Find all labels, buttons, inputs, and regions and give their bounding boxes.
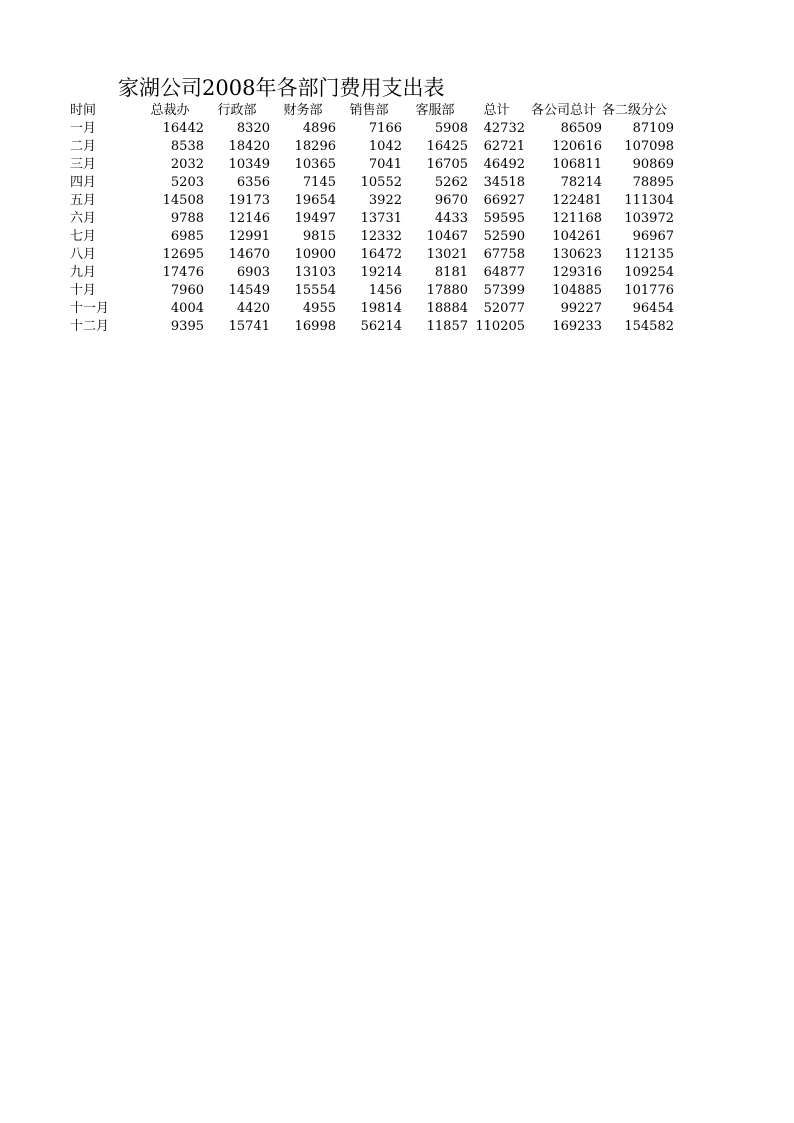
value-cell: 15741 <box>228 319 270 334</box>
value-cell: 104261 <box>552 229 602 244</box>
month-cell: 四月 <box>70 175 97 190</box>
value-cell: 10349 <box>228 157 270 172</box>
month-cell: 九月 <box>70 265 97 280</box>
value-cell: 66927 <box>483 193 525 208</box>
value-cell: 121168 <box>552 211 602 226</box>
value-cell: 1042 <box>368 139 402 154</box>
value-cell: 154582 <box>624 319 674 334</box>
table-row <box>70 300 674 318</box>
value-cell: 16442 <box>162 121 204 136</box>
value-cell: 62721 <box>483 139 525 154</box>
expense-table-area <box>70 102 674 336</box>
month-cell: 六月 <box>70 211 97 226</box>
value-cell: 19497 <box>294 211 336 226</box>
value-cell: 2032 <box>170 157 204 172</box>
table-row <box>70 246 674 264</box>
column-header: 销售部 <box>349 103 389 118</box>
value-cell: 130623 <box>552 247 602 262</box>
month-cell: 二月 <box>70 139 97 154</box>
value-cell: 8181 <box>434 265 468 280</box>
value-cell: 17880 <box>426 283 468 298</box>
month-cell: 五月 <box>70 193 97 208</box>
month-cell: 十月 <box>70 283 97 298</box>
value-cell: 103972 <box>624 211 674 226</box>
value-cell: 9395 <box>170 319 204 334</box>
value-cell: 96967 <box>632 229 674 244</box>
table-row <box>70 318 674 336</box>
table-row <box>70 120 674 138</box>
value-cell: 78895 <box>632 175 674 190</box>
value-cell: 5908 <box>434 121 468 136</box>
value-cell: 10365 <box>294 157 336 172</box>
column-header: 时间 <box>70 103 97 118</box>
value-cell: 15554 <box>294 283 336 298</box>
value-cell: 18884 <box>426 301 468 316</box>
value-cell: 4420 <box>236 301 270 316</box>
value-cell: 34518 <box>483 175 525 190</box>
value-cell: 78214 <box>560 175 602 190</box>
value-cell: 6356 <box>236 175 270 190</box>
value-cell: 11857 <box>426 319 468 334</box>
table-row <box>70 192 674 210</box>
value-cell: 14670 <box>228 247 270 262</box>
value-cell: 18420 <box>228 139 270 154</box>
value-cell: 10900 <box>294 247 336 262</box>
column-header: 各公司总计 <box>530 103 596 118</box>
table-row <box>70 210 674 228</box>
value-cell: 1456 <box>368 283 402 298</box>
value-cell: 57399 <box>483 283 525 298</box>
value-cell: 13731 <box>360 211 402 226</box>
value-cell: 7166 <box>368 121 402 136</box>
column-header: 财务部 <box>283 103 323 118</box>
value-cell: 56214 <box>360 319 402 334</box>
value-cell: 52590 <box>483 229 525 244</box>
value-cell: 17476 <box>162 265 204 280</box>
column-header: 客服部 <box>415 103 455 118</box>
value-cell: 9670 <box>434 193 468 208</box>
value-cell: 3922 <box>368 193 402 208</box>
value-cell: 19214 <box>360 265 402 280</box>
table-row <box>70 228 674 246</box>
value-cell: 16472 <box>360 247 402 262</box>
value-cell: 42732 <box>483 121 525 136</box>
value-cell: 6985 <box>170 229 204 244</box>
value-cell: 6903 <box>236 265 270 280</box>
value-cell: 120616 <box>552 139 602 154</box>
value-cell: 96454 <box>632 301 674 316</box>
value-cell: 59595 <box>483 211 525 226</box>
value-cell: 107098 <box>624 139 674 154</box>
value-cell: 7960 <box>170 283 204 298</box>
value-cell: 4896 <box>302 121 336 136</box>
value-cell: 16998 <box>294 319 336 334</box>
value-cell: 4955 <box>302 301 336 316</box>
value-cell: 14549 <box>228 283 270 298</box>
value-cell: 9815 <box>302 229 336 244</box>
value-cell: 4004 <box>170 301 204 316</box>
value-cell: 86509 <box>560 121 602 136</box>
value-cell: 87109 <box>632 121 674 136</box>
value-cell: 16425 <box>426 139 468 154</box>
column-header: 总计 <box>483 103 510 118</box>
value-cell: 12332 <box>360 229 402 244</box>
value-cell: 7145 <box>302 175 336 190</box>
value-cell: 13103 <box>294 265 336 280</box>
value-cell: 111304 <box>624 193 674 208</box>
value-cell: 90869 <box>632 157 674 172</box>
value-cell: 12695 <box>162 247 204 262</box>
month-cell: 一月 <box>70 121 97 136</box>
value-cell: 104885 <box>552 283 602 298</box>
value-cell: 16705 <box>426 157 468 172</box>
value-cell: 5203 <box>170 175 204 190</box>
value-cell: 18296 <box>294 139 336 154</box>
value-cell: 7041 <box>368 157 402 172</box>
table-row <box>70 174 674 192</box>
table-row <box>70 156 674 174</box>
value-cell: 169233 <box>552 319 602 334</box>
value-cell: 19814 <box>360 301 402 316</box>
header-row <box>70 102 674 120</box>
table-row <box>70 264 674 282</box>
value-cell: 46492 <box>483 157 525 172</box>
value-cell: 14508 <box>162 193 204 208</box>
value-cell: 101776 <box>624 283 674 298</box>
value-cell: 9788 <box>170 211 204 226</box>
value-cell: 8538 <box>170 139 204 154</box>
value-cell: 129316 <box>552 265 602 280</box>
month-cell: 十二月 <box>70 319 110 334</box>
value-cell: 19654 <box>294 193 336 208</box>
value-cell: 112135 <box>624 247 674 262</box>
value-cell: 13021 <box>426 247 468 262</box>
value-cell: 122481 <box>552 193 602 208</box>
value-cell: 12146 <box>228 211 270 226</box>
sheet-title: 家湖公司2008年各部门费用支出表 <box>118 76 445 100</box>
expense-table <box>70 102 674 336</box>
value-cell: 64877 <box>483 265 525 280</box>
value-cell: 109254 <box>624 265 674 280</box>
column-header: 总裁办 <box>150 103 190 118</box>
value-cell: 8320 <box>236 121 270 136</box>
value-cell: 99227 <box>560 301 602 316</box>
month-cell: 三月 <box>70 157 97 172</box>
value-cell: 10552 <box>360 175 402 190</box>
value-cell: 52077 <box>483 301 525 316</box>
column-header: 各二级分公 <box>602 103 668 118</box>
value-cell: 4433 <box>434 211 468 226</box>
value-cell: 106811 <box>552 157 602 172</box>
month-cell: 七月 <box>70 229 97 244</box>
value-cell: 10467 <box>426 229 468 244</box>
value-cell: 19173 <box>228 193 270 208</box>
table-row <box>70 282 674 300</box>
value-cell: 110205 <box>475 319 525 334</box>
month-cell: 八月 <box>70 247 97 262</box>
table-row <box>70 138 674 156</box>
value-cell: 67758 <box>483 247 525 262</box>
month-cell: 十一月 <box>70 301 110 316</box>
column-header: 行政部 <box>217 103 257 118</box>
value-cell: 5262 <box>434 175 468 190</box>
value-cell: 12991 <box>228 229 270 244</box>
